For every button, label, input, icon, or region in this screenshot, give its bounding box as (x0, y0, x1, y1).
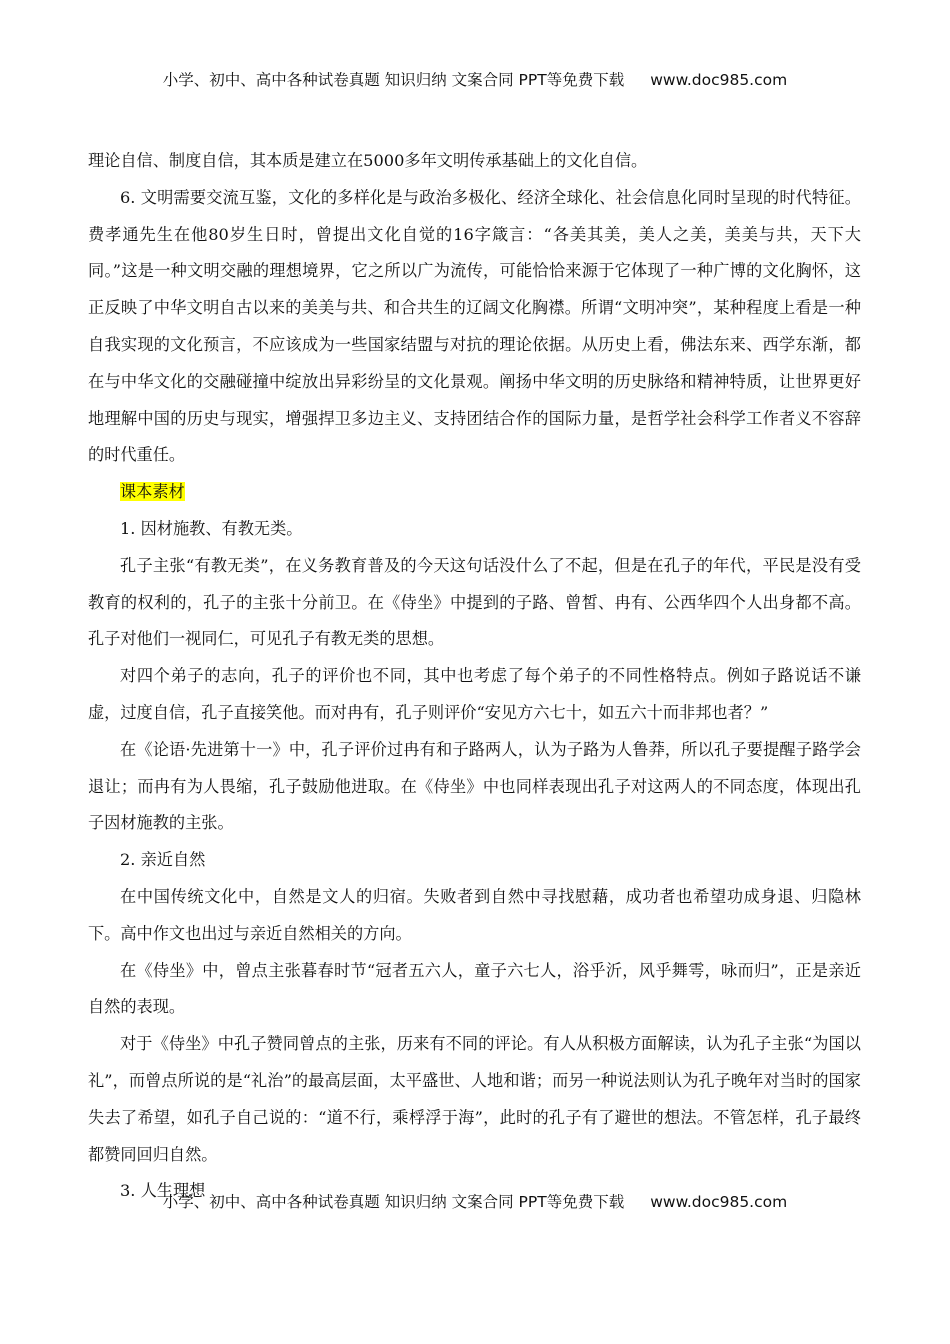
paragraph: 在《论语·先进第十一》中，孔子评价过冉有和子路两人，认为子路为人鲁莽，所以孔子要提醒子路学会退让；而冉有为人畏缩，孔子鼓励他进取。在《侍坐》中也同样表现出孔子对这两人的不同态度，体现出孔子因材施教的主张。 (88, 739, 861, 833)
header-site-link[interactable]: www.doc985.com (650, 71, 788, 89)
section-label (88, 474, 861, 511)
paragraph: 在中国传统文化中，自然是文人的归宿。失败者到自然中寻找慰藉，成功者也希望功成身退、归隐林下。高中作文也出过与亲近自然相关的方向。 (88, 886, 861, 943)
document-body (88, 143, 861, 1210)
subheading: 2. 亲近自然 (120, 850, 206, 870)
paragraph: 在《侍坐》中，曾点主张暮春时节“冠者五六人，童子六七人，浴乎沂，风乎舞雩，咏而归”，正是亲近自然的表现。 (88, 960, 861, 1017)
page-header (0, 68, 950, 90)
paragraph: 对四个弟子的志向，孔子的评价也不同，其中也考虑了每个弟子的不同性格特点。例如子路说话不谦虚，过度自信，孔子直接笑他。而对冉有，孔子则评价“安见方六七十，如五六十而非邦也者？” (88, 666, 861, 722)
section-label-highlight: 课本素材 (120, 482, 185, 502)
footer-site-link[interactable]: www.doc985.com (650, 1193, 788, 1211)
paragraph: 孔子主张“有教无类”，在义务教育普及的今天这句话没什么了不起，但是在孔子的年代，平民是没有受教育的权利的，孔子的主张十分前卫。在《侍坐》中提到的子路、曾皙、冉有、公西华四个人出身都不高。孔子对他们一视同仁，可见孔子有教无类的思想。 (88, 555, 861, 649)
paragraph: 对于《侍坐》中孔子赞同曾点的主张，历来有不同的评论。有人从积极方面解读，认为孔子主张“为国以礼”，而曾点所说的是“礼治”的最高层面，太平盛世、人地和谐；而另一种说法则认为孔子晚年对当时的国家失去了希望，如孔子自己说的：“道不行，乘桴浮于海”，此时的孔子有了避世的想法。不管怎样，孔子最终都赞同回归自然。 (88, 1034, 861, 1164)
footer-text: 小学、初中、高中各种试卷真题 知识归纳 文案合同 PPT等免费下载 (162, 1193, 625, 1211)
paragraph: 理论自信、制度自信，其本质是建立在5000多年文明传承基础上的文化自信。 (88, 151, 648, 170)
subheading: 1. 因材施教、有教无类。 (120, 518, 303, 538)
header-text: 小学、初中、高中各种试卷真题 知识归纳 文案合同 PPT等免费下载 (162, 71, 625, 89)
paragraph: 6. 文明需要交流互鉴，文化的多样化是与政治多极化、经济全球化、社会信息化同时呈现的时代特征。费孝通先生在他80岁生日时，曾提出文化自觉的16字箴言：“各美其美，美人之美，美美与共，天下大同。”这是一种文明交融的理想境界，它之所以广为流传，可能恰恰来源于它体现了一种广博的文化胸怀，这正反映了中华文明自古以来的美美与共、和合共生的辽阔文化胸襟。所谓“文明冲突”，某种程度上看是一种自我实现的文化预言，不应该成为一些国家结盟与对抗的理论依据。从历史上看，佛法东来、西学东渐，都在与中华文化的交融碰撞中绽放出异彩纷呈的文化景观。阐扬中华文明的历史脉络和精神特质，让世界更好地理解中国的历史与现实，增强捍卫多边主义、支持团结合作的国际力量，是哲学社会科学工作者义不容辞的时代重任。 (88, 187, 861, 465)
subheading: 3. 人生理想 (120, 1181, 206, 1201)
page-footer (0, 1190, 950, 1212)
